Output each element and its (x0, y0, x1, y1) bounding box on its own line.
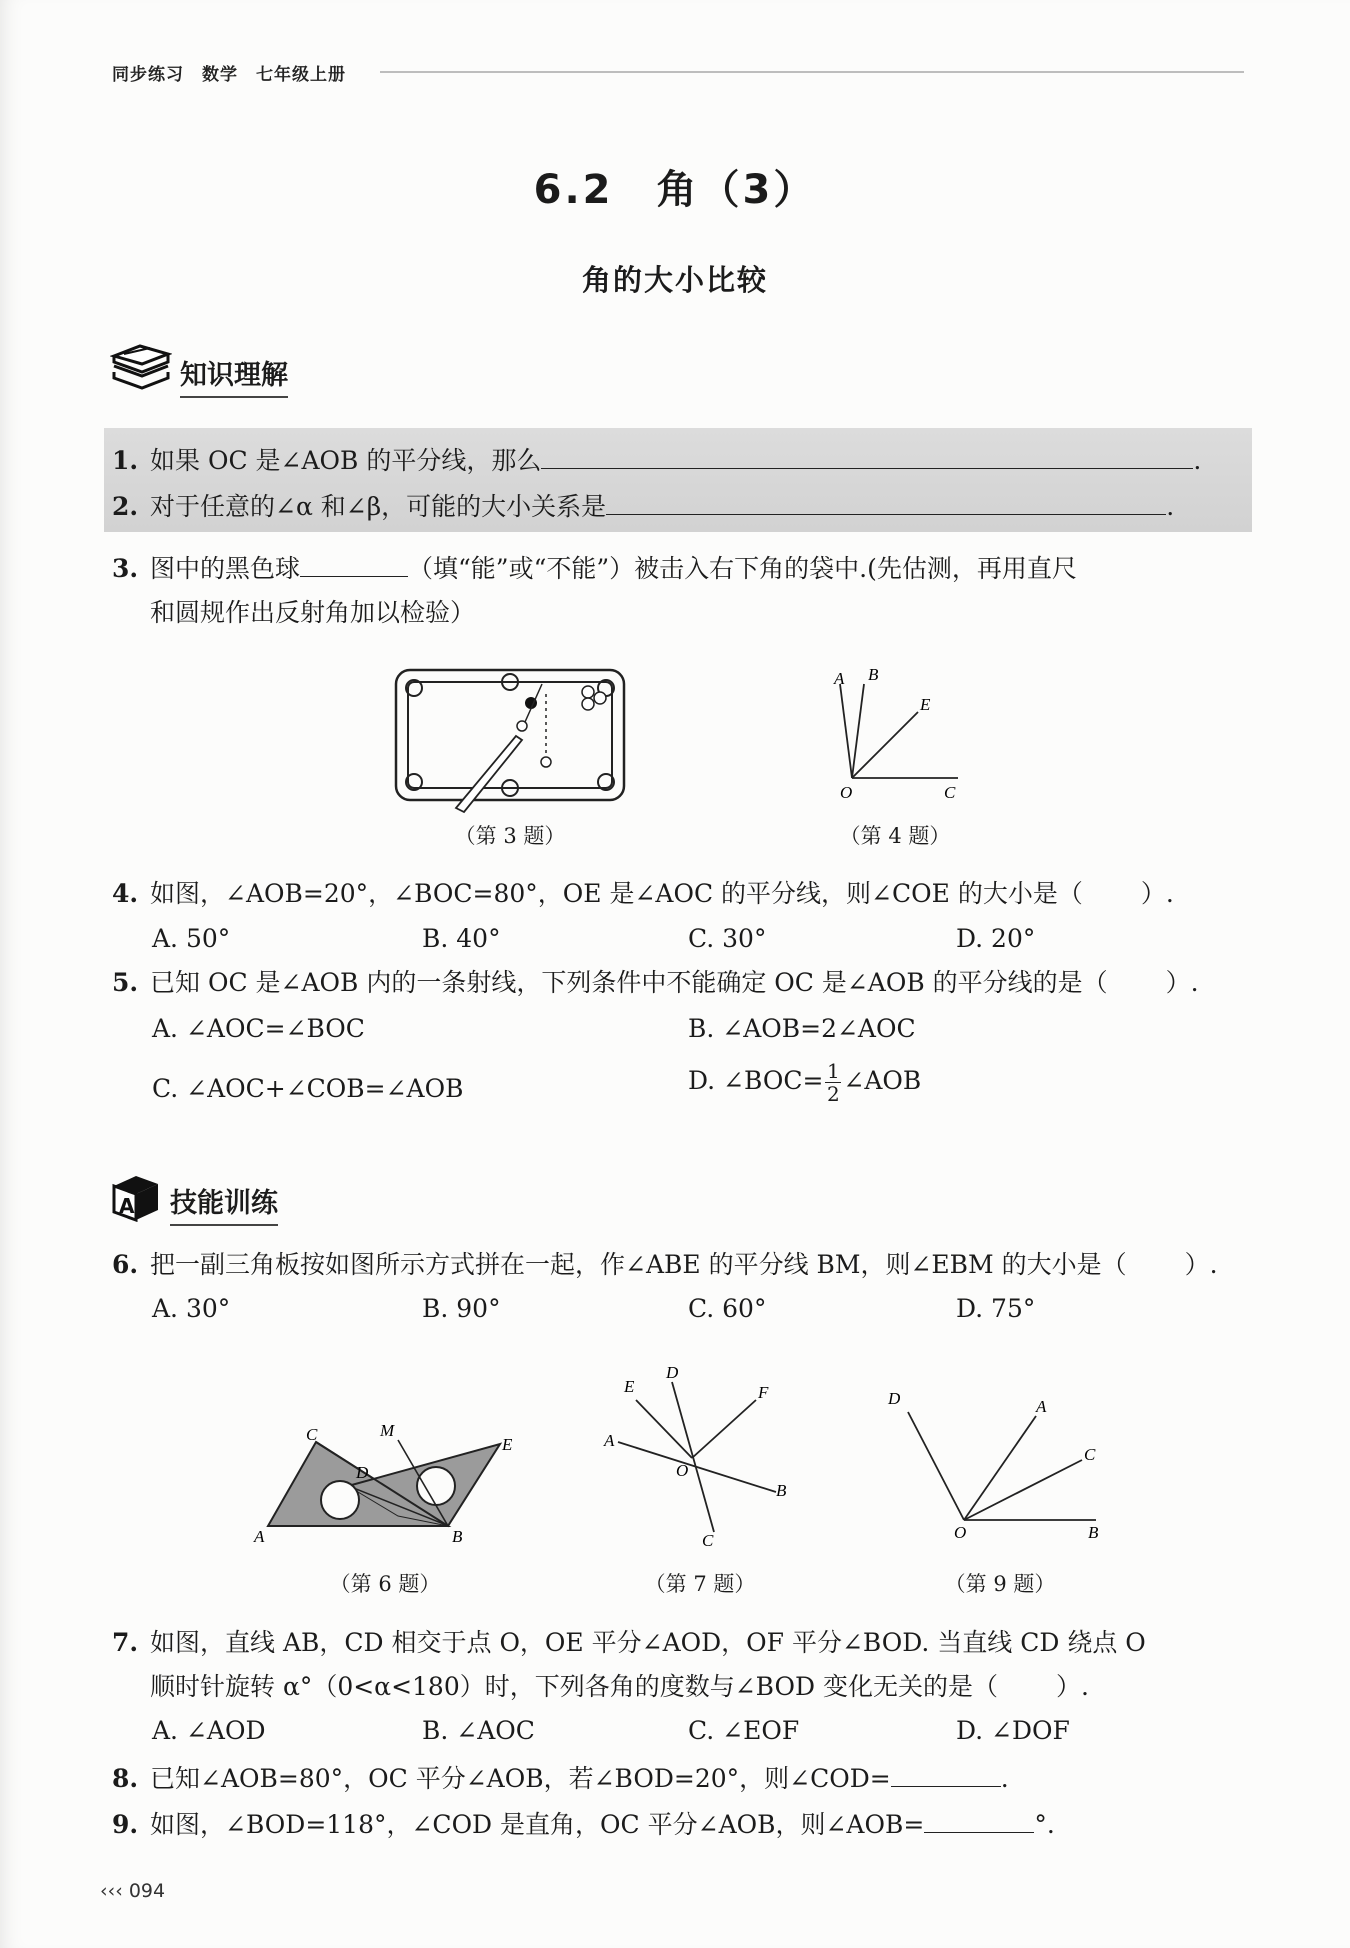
caption-fig-7: （第 7 题） (644, 1572, 756, 1596)
q7-option-c[interactable]: C. ∠EOF (688, 1716, 800, 1745)
caption-fig-4: （第 4 题） (839, 824, 951, 848)
label-O: O (840, 783, 853, 802)
q4-option-a[interactable]: A. 50° (152, 924, 231, 953)
label-C: C (702, 1531, 714, 1550)
page-subtitle: 角的大小比较 (581, 263, 768, 297)
section-knowledge-title: 知识理解 (180, 353, 288, 398)
q7-option-d[interactable]: D. ∠DOF (956, 1716, 1070, 1745)
question-1: 1. 如果 OC 是∠AOB 的平分线，那么 . (112, 442, 1201, 478)
q5-option-d[interactable]: D. ∠BOC= $\frac{1}{2}$ ∠AOB (688, 1059, 922, 1106)
chevrons-left-icon: ‹‹‹ (100, 1880, 123, 1902)
question-8: 8. 已知∠AOB=80°，OC 平分∠AOB，若∠BOD=20°，则∠COD= . (112, 1760, 1009, 1796)
question-3: 3. 图中的黑色球 （填“能”或“不能”）被击入右下角的袋中.(先估测，再用直尺 (112, 550, 1077, 586)
answer-blank-1[interactable] (541, 442, 1193, 469)
q6-option-d[interactable]: D. 75° (956, 1294, 1036, 1323)
lines-figure-7 (600, 1362, 800, 1552)
question-9: 9. 如图，∠BOD=118°，∠COD 是直角，OC 平分∠AOB，则∠AOB= °. (112, 1806, 1055, 1842)
answer-blank-2[interactable] (606, 488, 1166, 515)
angle-figure-4 (820, 662, 970, 807)
label-A: A (834, 669, 845, 688)
label-D: D (888, 1389, 901, 1408)
label-D: D (666, 1363, 679, 1382)
header-rule (380, 71, 1244, 73)
page-footer (100, 1880, 165, 1902)
label-M: M (380, 1421, 395, 1440)
question-7: 7. 如图，直线 AB，CD 相交于点 O，OE 平分∠AOD，OF 平分∠BOD. 当直线 CD 绕点 O (112, 1628, 1146, 1657)
q4-option-c[interactable]: C. 30° (688, 924, 767, 953)
page-number: 094 (128, 1880, 166, 1902)
answer-blank-8[interactable] (891, 1760, 1001, 1787)
caption-fig-6: （第 6 题） (329, 1572, 441, 1596)
billiard-table-figure (390, 664, 630, 824)
q6-option-c[interactable]: C. 60° (688, 1294, 767, 1323)
triangles-figure-6 (250, 1398, 520, 1548)
question-3-continued: 和圆规作出反射角加以检验） (150, 598, 476, 627)
label-E: E (920, 695, 931, 714)
svg-text:A: A (119, 1194, 135, 1218)
running-header: 同步练习 数学 七年级上册 (112, 65, 346, 85)
q4-option-b[interactable]: B. 40° (422, 924, 501, 953)
fraction-one-half: $\frac{1}{2}$ (827, 1059, 840, 1106)
label-C: C (306, 1425, 318, 1444)
label-A: A (254, 1527, 265, 1546)
q5-option-c[interactable]: C. ∠AOC+∠COB=∠AOB (152, 1074, 464, 1103)
cube-a-icon (110, 1172, 162, 1226)
question-7-continued: 顺时针旋转 α°（0<α<180）时，下列各角的度数与∠BOD 变化无关的是（ ）. (150, 1672, 1089, 1701)
q7-option-b[interactable]: B. ∠AOC (422, 1716, 535, 1745)
question-4: 4. 如图，∠AOB=20°，∠BOC=80°，OE 是∠AOC 的平分线，则∠COE 的大小是（ ）. (112, 879, 1174, 908)
label-B: B (452, 1527, 463, 1546)
label-C: C (1084, 1445, 1096, 1464)
answer-blank-3[interactable] (300, 550, 408, 577)
question-2: 2. 对于任意的∠α 和∠β，可能的大小关系是 . (112, 488, 1174, 524)
answer-blank-9[interactable] (924, 1806, 1034, 1833)
q7-option-a[interactable]: A. ∠AOD (152, 1716, 266, 1745)
label-O: O (676, 1461, 689, 1480)
page-title: 6.2 角（3） (533, 167, 817, 213)
label-C: C (944, 783, 956, 802)
caption-fig-3: （第 3 题） (454, 824, 566, 848)
question-6: 6. 把一副三角板按如图所示方式拼在一起，作∠ABE 的平分线 BM，则∠EBM 的大小是（ ）. (112, 1250, 1218, 1279)
q5-option-a[interactable]: A. ∠AOC=∠BOC (152, 1014, 365, 1043)
angle-figure-9 (878, 1382, 1118, 1542)
label-O: O (954, 1523, 967, 1542)
books-icon (110, 342, 172, 398)
q5-option-b[interactable]: B. ∠AOB=2∠AOC (688, 1014, 916, 1043)
label-A: A (604, 1431, 615, 1450)
label-E: E (624, 1377, 635, 1396)
label-E: E (502, 1435, 513, 1454)
section-skills-title: 技能训练 (170, 1181, 278, 1226)
label-B: B (868, 665, 879, 684)
caption-fig-9: （第 9 题） (944, 1572, 1056, 1596)
question-5: 5. 已知 OC 是∠AOB 内的一条射线，下列条件中不能确定 OC 是∠AOB 的平分线的是（ ）. (112, 968, 1199, 997)
q6-option-b[interactable]: B. 90° (422, 1294, 501, 1323)
label-A: A (1036, 1397, 1047, 1416)
label-D: D (356, 1463, 369, 1482)
label-F: F (758, 1383, 769, 1402)
label-B: B (1088, 1523, 1099, 1542)
section-skills-header (110, 1172, 278, 1226)
label-B: B (776, 1481, 787, 1500)
q4-option-d[interactable]: D. 20° (956, 924, 1036, 953)
q6-option-a[interactable]: A. 30° (152, 1294, 231, 1323)
section-knowledge-header (110, 342, 288, 398)
